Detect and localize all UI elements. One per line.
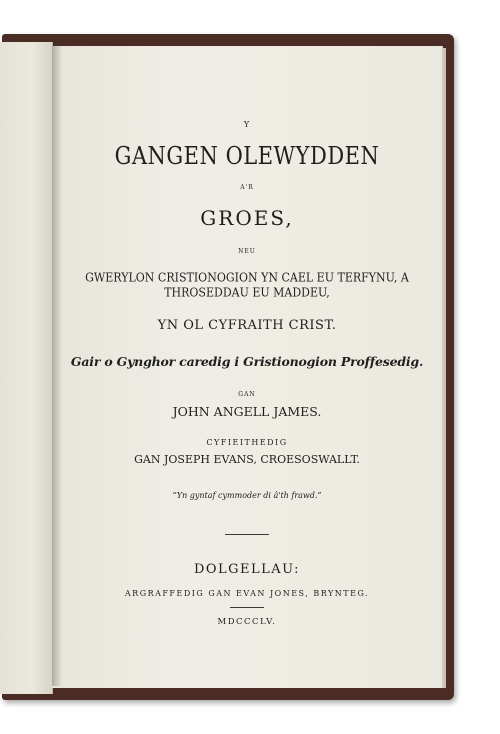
- title-prefix: Y: [243, 120, 251, 129]
- imprint-printer: ARGRAFFEDIG GAN EVAN JONES, BRYNTEG.: [124, 589, 370, 598]
- subtitle-crist: YN OL CYFRAITH CRIST.: [157, 318, 337, 333]
- conjunction-ar: A'R: [240, 184, 254, 191]
- blackletter-tagline: Gair o Gynghor caredig i Gristionogion Proffesedig.: [70, 354, 424, 369]
- title-groes: GROES,: [200, 206, 294, 230]
- imprint-year: MDCCCLV.: [217, 617, 277, 627]
- author-name: JOHN ANGELL JAMES.: [172, 404, 322, 419]
- imprint-place: DOLGELLAU:: [193, 562, 301, 577]
- translated-label: CYFIEITHEDIG: [206, 438, 288, 447]
- epigraph-quote: “Yn gyntaf cymmoder di â'th frawd.”: [172, 491, 322, 500]
- subtitle-line-1: GWERYLON CRISTIONOGION YN CAEL EU TERFYNU, A: [85, 270, 409, 285]
- main-title: GANGEN OLEWYDDEN: [114, 142, 380, 170]
- divider-rule-small: [230, 607, 264, 608]
- left-endpaper: [0, 42, 53, 694]
- by-label: GAN: [238, 391, 256, 398]
- divider-rule: [225, 534, 269, 535]
- conjunction-neu: NEU: [238, 248, 256, 255]
- translator-name: GAN JOSEPH EVANS, CROESOSWALLT.: [134, 453, 360, 466]
- subtitle-line-2: THROSEDDAU EU MADDEU,: [164, 285, 330, 300]
- title-page: [52, 46, 443, 688]
- gutter-shadow: [52, 46, 62, 686]
